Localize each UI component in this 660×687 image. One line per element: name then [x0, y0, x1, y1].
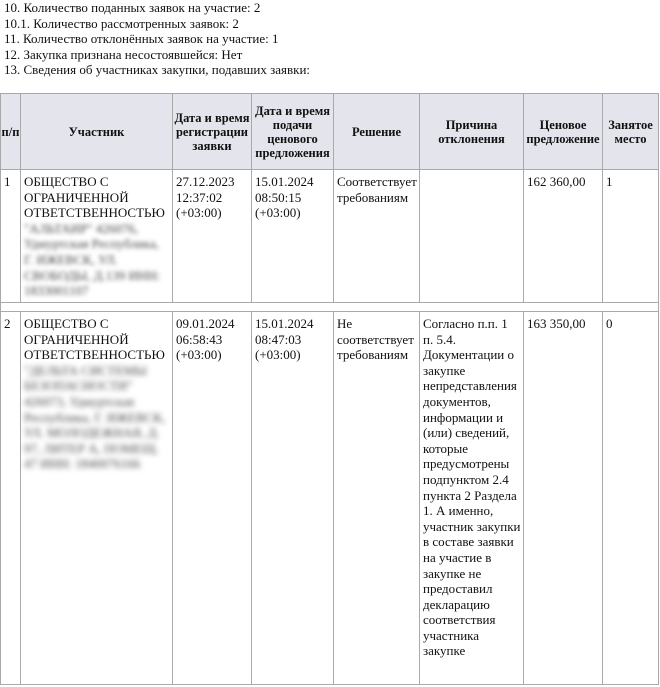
rejection-reason: [420, 170, 523, 176]
reviewed-count-line: 10.1. Количество рассмотренных заявок: 2: [4, 15, 239, 31]
participant-details-redacted: "ДЕЛЬТА СИСТЕМЫ БЕЗОПАСНОСТИ" 426073, Удмуртская Республика, Г. ИЖЕВСК, УЛ. МОЛОДЕЖНАЯ, Д. 97, ЛИТЕР А, ПОМЕЩ. 47 ИНН: 1840076166: [24, 362, 166, 472]
submitted-count-line: 10. Количество поданных заявок на участие: 2: [4, 0, 261, 15]
header-place: Занятое место: [603, 94, 659, 170]
rejected-count-line: 11. Количество отклонённых заявок на участие: 1: [4, 31, 279, 47]
header-reg-date: Дата и время регистрации заявки: [173, 94, 252, 170]
failed-procurement-line: 12. Закупка признана несостоявшейся: Нет: [4, 46, 243, 62]
table-header-row: [1, 94, 659, 170]
header-price-date: Дата и время подачи ценового предложения: [252, 94, 334, 170]
table-row: [1, 170, 659, 303]
participants-section-title: 13. Сведения об участниках закупки, подавших заявки:: [4, 62, 311, 78]
header-participant: Участник: [21, 94, 173, 170]
decision: Не соответствует требованиям: [337, 316, 414, 363]
row-num: 1: [4, 174, 11, 189]
row-separator: [1, 303, 659, 312]
table-row: [1, 312, 659, 685]
price-offer: 163 350,00: [527, 316, 586, 331]
price-offer: 162 360,00: [527, 174, 586, 189]
price-date: 15.01.2024 08:47:03 (+03:00): [255, 316, 314, 363]
reg-date: 27.12.2023 12:37:02 (+03:00): [176, 174, 235, 221]
place: 0: [606, 316, 613, 331]
rejection-reason: Согласно п.п. 1 п. 5.4. Документации о закупке непредставления документов, информации и (или) сведений, которые предусмотрены подпунктом 2.4 пункта 2 Раздела 1. А именно, участник закупки в составе заявки на участие в закупке не предоставил декларацию соответствия участника закупке: [423, 316, 521, 659]
participant-name: ОБЩЕСТВО С ОГРАНИЧЕННОЙ ОТВЕТСТВЕННОСТЬЮ: [24, 174, 165, 221]
header-decision: Решение: [334, 94, 420, 170]
header-price: Ценовое предложение: [524, 94, 603, 170]
price-date: 15.01.2024 08:50:15 (+03:00): [255, 174, 314, 221]
header-num: п/п: [1, 94, 21, 170]
procurement-summary: [4, 0, 310, 78]
place: 1: [606, 174, 613, 189]
participants-table: [0, 93, 659, 685]
row-num: 2: [4, 316, 11, 331]
participant-details-redacted: "АЛЬТАИР" 426076, Удмуртская Республика, Г. ИЖЕВСК, УЛ. СВОБОДЫ, Д.139 ИНН: 1833001107: [24, 220, 161, 299]
reg-date: 09.01.2024 06:58:43 (+03:00): [176, 316, 235, 363]
participant-name: ОБЩЕСТВО С ОГРАНИЧЕННОЙ ОТВЕТСТВЕННОСТЬЮ: [24, 316, 165, 363]
header-reason: Причина отклонения: [420, 94, 524, 170]
decision: Соответствует требованиям: [337, 174, 417, 205]
